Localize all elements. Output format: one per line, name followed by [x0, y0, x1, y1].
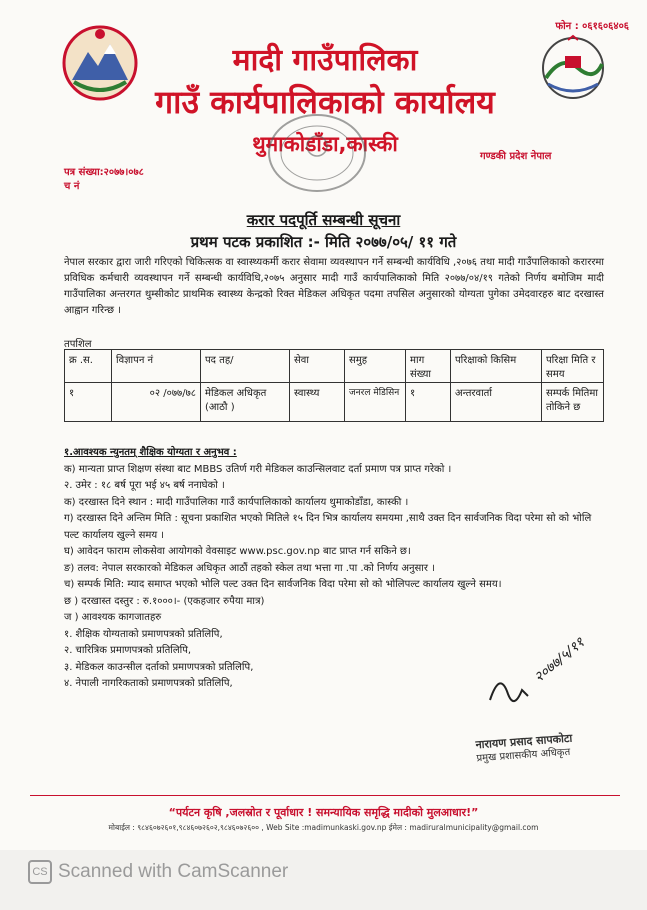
nepal-emblem-logo [60, 18, 140, 108]
municipality-name: मादी गाउँपालिका [232, 43, 418, 78]
requirements-section [64, 445, 604, 693]
office-name: गाउँ कार्यपालिकाको कार्यालय [155, 83, 495, 121]
col-header: विज्ञापन नं [112, 350, 201, 383]
col-header: समुह [345, 350, 406, 383]
reference-number: पत्र संख्या:२०७७।०७८ [64, 167, 144, 178]
requirement-item: ङ) तलव: नेपाल सरकारको मेडिकल अधिकृत आठौं तहको स्केल तथा भत्ता गा .पा .को निर्णय अनुसार । [64, 562, 435, 574]
col-header: परिक्षा मिति र समय [542, 350, 604, 383]
requirement-item: घ) आवेदन फाराम लोकसेवा आयोगको वेवसाइट www.psc.gov.np बाट प्राप्त गर्न सकिने छ। [64, 546, 411, 557]
requirement-item: क) मान्यता प्राप्त शिक्षण संस्था बाट MBBS उतिर्ण गरी मेडिकल काउन्सिलवाट दर्ता प्रमाण पत्र प्राप्त गरेको । [64, 463, 452, 475]
col-header: पद तह/ [201, 350, 290, 383]
office-stamp [262, 108, 372, 198]
col-header: परिक्षाको किसिम [451, 350, 542, 383]
notice-intro: नेपाल सरकार द्वारा जारी गरिएको चिकित्सक वा स्वास्थ्यकर्मी करार सेवामा व्यवस्थापन गर्ने सम्बन्धी कार्यविधि ,२०७६ तथा मादी गाउँपालिकाको कराररमा प्रविधिक कर्मचारी व्यवस्थापन गर्ने सम्बन्धी कार्यविधि,२०७५ अनुसार मादी गाउँ कार्यपालिकाको मिति २०७७/०४/१९ गतेको निर्णय बमोजिम मादी गाउँपालिका अन्तरगत थुम्सीकोट प्राथमिक स्वास्थ्य केन्द्रको रिक्त मेडिकल अधिकृत पदमा तपसिल अनुसारको योग्यता पुगेका उमेदवारहरु बाट दरखास्त आह्वान गरिन्छ । [64, 257, 604, 316]
col-header: सेवा [290, 350, 345, 383]
requirement-item: २. उमेर : १८ बर्ष पूरा भई ४५ बर्ष ननाघेको । [64, 480, 225, 491]
vacancy-table [64, 349, 604, 422]
notice-title: करार पदपूर्ति सम्बन्धी सूचना [246, 211, 401, 229]
table-row [65, 383, 604, 422]
office-address: थुमाकोडाँडा,कास्की [252, 132, 398, 156]
municipality-logo [532, 34, 614, 106]
province-name: गण्डकी प्रदेश नेपाल [480, 151, 552, 162]
dispatch-number: च नं [64, 181, 80, 192]
notice-subtitle: प्रथम पटक प्रकाशित :- मिति २०७७/०५/ ११ गते [190, 233, 457, 251]
col-header: माग संख्या [406, 350, 451, 383]
signer-block [475, 732, 574, 767]
document-item: ४. नेपाली नागरिकताको प्रमाणपत्रको प्रतिलिपि, [64, 678, 233, 689]
col-header: क्र .स. [65, 350, 112, 383]
table-cell: स्वास्थ्य [290, 383, 345, 422]
footer-slogan: “पर्यटन कृषि ,जलस्रोत र पूर्वाधार ! समन्यायिक समृद्धि मादीको मुलआधार!” [168, 806, 479, 819]
footer-divider [30, 795, 620, 796]
requirements-heading: १.आवश्यक न्युनतम् शैक्षिक योग्यता र अनुभव : [64, 447, 237, 458]
signer-name: नारायण प्रसाद सापकोटा [475, 731, 573, 752]
requirement-item: क) दरखास्त दिने स्थान : मादी गाउँपालिका गाउँ कार्यपालिकाको कार्यालय थुमाकोडाँडा, कास्की । [64, 496, 409, 508]
table-cell: अन्तरवार्ता [451, 383, 542, 422]
table-cell: जनरल मेडिसिन [345, 383, 406, 422]
phone-number: फोन : ०६१६०६४०६ [555, 21, 629, 32]
table-label: तपशिल [64, 339, 92, 350]
reference-block [64, 166, 144, 194]
signer-designation: प्रमुख प्रशासकीय अधिकृत [476, 746, 571, 765]
camscanner-logo-icon: CS [28, 860, 52, 884]
document-item: २. चारित्रिक प्रमाणपत्रको प्रतिलिपि, [64, 645, 192, 656]
table-cell: मेडिकल अधिकृत (आठौ ) [201, 383, 290, 422]
requirement-item: छ ) दरखास्त दस्तुर : रु.१०००।- (एकहजार रुपैया मात्र) [64, 595, 265, 607]
table-cell: सम्पर्क मितिमा तोकिने छ [542, 383, 604, 422]
requirement-item: च) सम्पर्क मिति: म्याद समाप्त भएको भोलि पल्ट उक्त दिन सार्वजनिक विदा परेमा सो को भोलिपल्ट कार्यालय खुल्ने समय। [64, 579, 502, 590]
signature-date: २०७७/५/११ [531, 634, 588, 686]
document-item: १. शैक्षिक योग्यताको प्रमाणपत्रको प्रतिलिपि, [64, 628, 223, 640]
table-cell: १ [406, 383, 451, 422]
table-cell: ०२ /०७७/७८ [112, 383, 201, 422]
footer-contacts: मोबाईल : ९८४६०७२६०१,९८४६०७२६०२,९८४६०७२६०० , Web Site :madimunkaski.gov.np ईमेल : madiruralmunicipality@gmail.com [108, 823, 539, 832]
table-cell: १ [65, 383, 112, 422]
table-header-row [65, 350, 604, 383]
requirement-item: ग) दरखास्त दिने अन्तिम मिति : सूचना प्रकाशित भएको मितिले १५ दिन भित्र कार्यालय समयमा ,साथै उक्त दिन सार्वजनिक विदा परेमा सो को भोलि पल्ट कार्यालय खुल्ने समय । [64, 513, 592, 541]
requirement-item: ज ) आवश्यक कागजातहरु [64, 612, 162, 623]
watermark-text: Scanned with CamScanner [58, 861, 289, 883]
document-item: ३. मेडिकल काउन्सील दर्ताको प्रमाणपत्रको प्रतिलिपि, [64, 661, 254, 673]
camscanner-watermark [28, 860, 288, 884]
